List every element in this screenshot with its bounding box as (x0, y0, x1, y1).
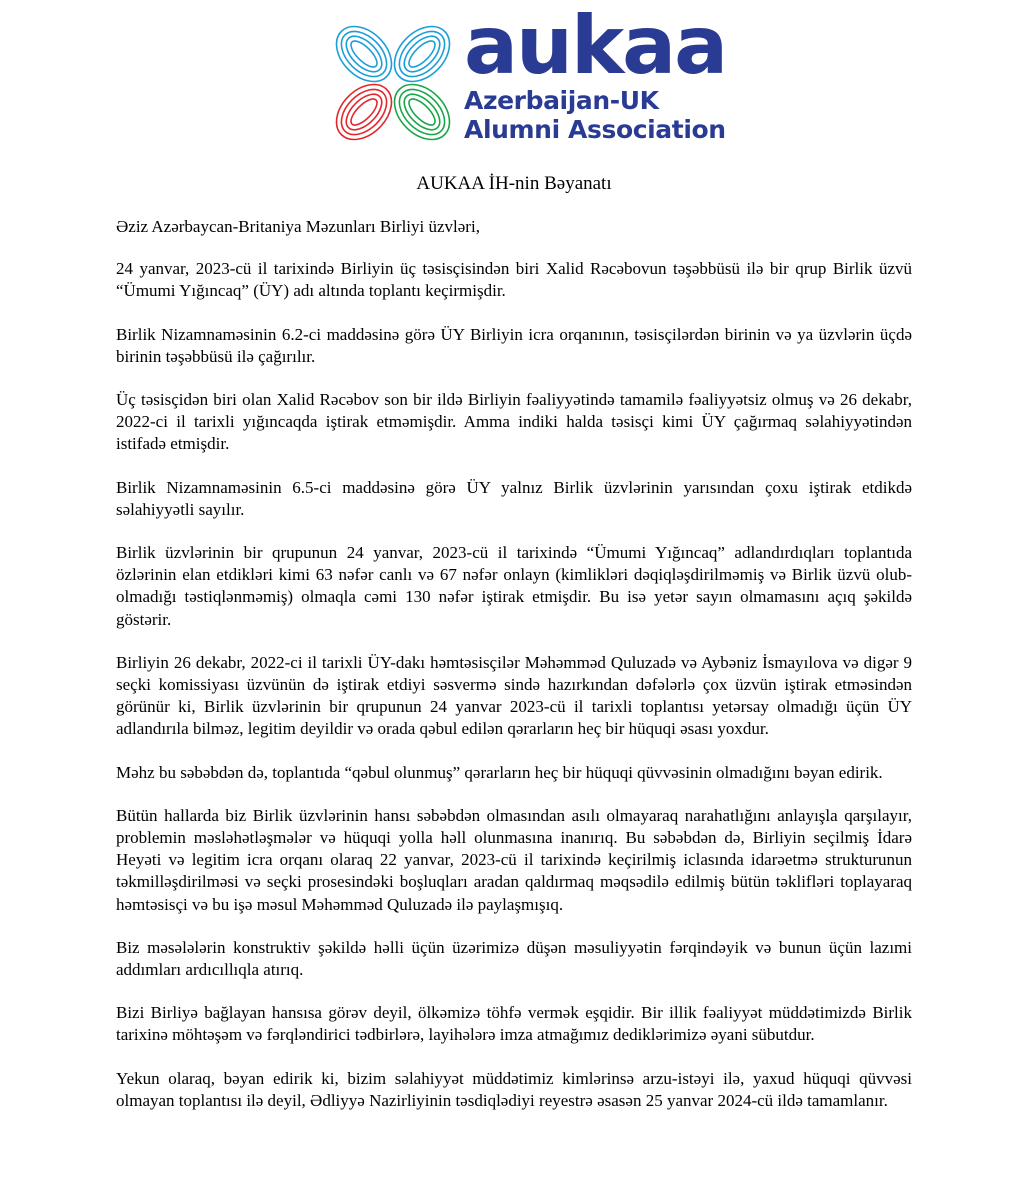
paragraph: Yekun olaraq, bəyan edirik ki, bizim səlahiyyət müddətimiz kimlərinsə arzu-istəyi ilə, yaxud hüquqi qüvvəsi olmayan toplantısı ilə deyil, Ədliyyə Nazirliyinin təsdiqlədiyi reyestrə əsasən 25 yanvar 2024-cü ildə tamamlanır. (116, 1068, 912, 1110)
paragraph: 24 yanvar, 2023-cü il tarixində Birliyin üç təsisçisindən biri Xalid Rəcəbovun təşəbbüsü ilə bir qrup Birlik üzvü “Ümumi Yığıncaq” (ÜY) adı altında toplantı keçirmişdir. (116, 259, 912, 301)
brand-line-2: Alumni Association (464, 115, 726, 144)
aukaa-logo (330, 0, 727, 154)
paragraph: Birlik Nizamnaməsinin 6.2-ci maddəsinə görə ÜY Birliyin icra orqanının, təsisçilərdən birinin və ya üzvlərin üçdə birinin təşəbbüsü ilə çağırılır. (116, 324, 912, 366)
paragraph: Bizi Birliyə bağlayan hansısa görəv deyil, ölkəmizə töhfə vermək eşqidir. Bir illik fəaliyyət müddətimizdə Birlik tarixinə möhtəşəm və fərqləndirici tədbirlərə, layihələrə imza atmağımız dediklərimizə əyani sübutdur. (116, 1003, 912, 1045)
paragraph: Birlik üzvlərinin bir qrupunun 24 yanvar, 2023-cü il tarixində “Ümumi Yığıncaq” adlandırdıqları toplantıda özlərinin elan etdikləri kimi 63 nəfər canlı və 67 nəfər onlayn (kimlikləri dəqiqləşdirilməmiş və Birlik üzvü olub-olmadığı təstiqlənməmiş) olmaqla cəmi 130 nəfər iştirak etmişdir. Bu isə yetər sayın olmamasını açıq şəkildə göstərir. (116, 543, 912, 629)
brand-name: aukaa (464, 0, 727, 92)
overlapping-rings-logo-icon (330, 18, 456, 148)
document-title: AUKAA İH-nin Bəyanatı (416, 173, 612, 194)
paragraph: Biz məsələlərin konstruktiv şəkildə həlli üçün üzərimizə düşən məsuliyyətin fərqindəyik və bunun üçün lazımi addımları ardıcıllıqla atırıq. (116, 937, 912, 980)
document-body (116, 216, 912, 1133)
brand-line-1: Azerbaijan-UK (464, 86, 659, 115)
paragraph: Məhz bu səbəbdən də, toplantıda “qəbul olunmuş” qərarların heç bir hüquqi qüvvəsinin olmadığını bəyan edirik. (116, 762, 883, 782)
paragraph: Birlik Nizamnaməsinin 6.5-ci maddəsinə görə ÜY yalnız Birlik üzvlərinin yarısından çoxu iştirak etdikdə səlahiyyətli sayılır. (116, 477, 912, 519)
paragraph: Birliyin 26 dekabr, 2022-ci il tarixli ÜY-dakı həmtəsisçilər Məhəmməd Quluzadə və Aybəniz İsmayılova və digər 9 seçki komissiyası üzvünün də iştirak etdiyi səsvermə sində hazırkından dəfələrlə çox üzvün iştirak etməsindən görünür ki, Birlik üzvlərinin bir qrupunun 24 yanvar 2023-cü il tarixli toplantısı yetərsay olmadığı üçün ÜY adlandırıla bilməz, legitim deyildir və orada qəbul edilən qərarların heç bir hüquqi əsası yoxdur. (116, 652, 912, 739)
paragraph: Üç təsisçidən biri olan Xalid Rəcəbov son bir ildə Birliyin fəaliyyətində tamamilə fəaliyyətsiz olmuş və 26 dekabr, 2022-ci il tarixli yığıncaqda iştirak etməmişdir. Amma indiki halda təsisçi kimi ÜY çağırmaq səlahiyyətindən istifadə etmişdir. (116, 390, 912, 454)
paragraph: Bütün hallarda biz Birlik üzvlərinin hansı səbəbdən olmasından asılı olmayaraq narahatlığını anlayışla qarşılayır, problemin məsləhətləşmələr və hüquqi yolla həll olunmasına inanırıq. Bu səbəbdən də, Birliyin seçilmiş İdarə Heyəti və legitim icra orqanı olaraq 22 yanvar, 2023-cü il tarixində keçirilmiş iclasında idarəetmə strukturunun təkmilləşdirilməsi və seçki prosesindəki boşluqları aradan qaldırmaq məqsədilə edilmiş bütün təklifləri toplayaraq həmtəsisçi və bu işə məsul Məhəmməd Quluzadə ilə paylaşmışıq. (116, 805, 912, 914)
salutation: Əziz Azərbaycan-Britaniya Məzunları Birliyi üzvləri, (116, 217, 480, 236)
aukaa-wordmark (464, 0, 727, 144)
